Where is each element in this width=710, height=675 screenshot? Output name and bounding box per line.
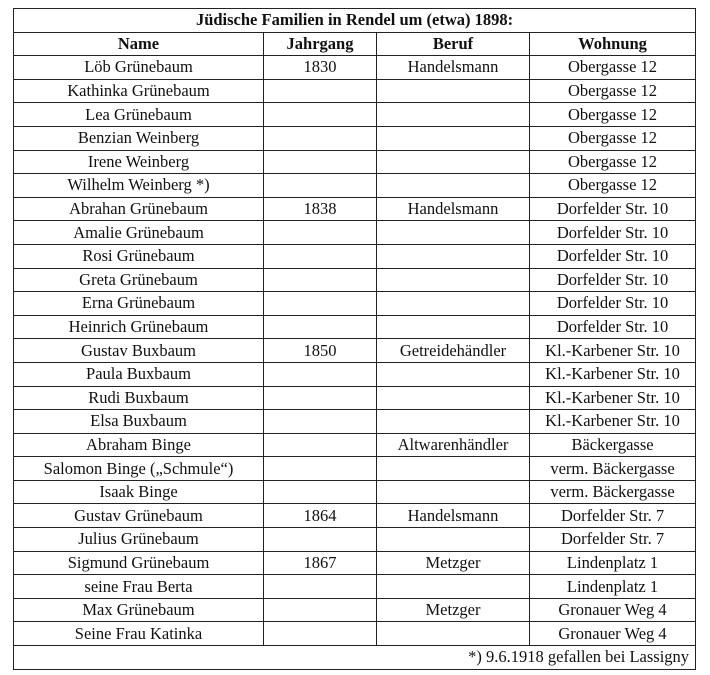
cell-wohnung: Dorfelder Str. 10 <box>530 221 696 245</box>
table-row <box>14 197 696 221</box>
cell-name: Erna Grünebaum <box>14 292 264 316</box>
cell-name: Seine Frau Katinka <box>14 622 264 646</box>
cell-wohnung: Obergasse 12 <box>530 174 696 198</box>
table-row <box>14 339 696 363</box>
cell-beruf <box>377 410 530 434</box>
cell-wohnung: Lindenplatz 1 <box>530 551 696 575</box>
cell-wohnung: Bäckergasse <box>530 433 696 457</box>
table-row <box>14 480 696 504</box>
cell-beruf <box>377 528 530 552</box>
cell-name: Benzian Weinberg <box>14 126 264 150</box>
cell-wohnung: Gronauer Weg 4 <box>530 622 696 646</box>
cell-name: Paula Buxbaum <box>14 362 264 386</box>
cell-beruf: Handelsmann <box>377 56 530 80</box>
cell-wohnung: Obergasse 12 <box>530 126 696 150</box>
cell-jahrgang: 1850 <box>264 339 377 363</box>
header-name: Name <box>14 32 264 56</box>
cell-beruf <box>377 480 530 504</box>
table-row <box>14 292 696 316</box>
cell-name: Amalie Grünebaum <box>14 221 264 245</box>
cell-jahrgang <box>264 410 377 434</box>
table-row <box>14 528 696 552</box>
cell-beruf <box>377 150 530 174</box>
header-wohnung: Wohnung <box>530 32 696 56</box>
cell-jahrgang <box>264 457 377 481</box>
cell-jahrgang <box>264 79 377 103</box>
table-row <box>14 551 696 575</box>
cell-wohnung: Dorfelder Str. 7 <box>530 504 696 528</box>
cell-beruf: Metzger <box>377 551 530 575</box>
cell-beruf <box>377 174 530 198</box>
cell-wohnung: Gronauer Weg 4 <box>530 598 696 622</box>
cell-beruf <box>377 362 530 386</box>
document-table-container <box>13 8 695 670</box>
header-jahrgang: Jahrgang <box>264 32 377 56</box>
table-row <box>14 504 696 528</box>
cell-jahrgang: 1864 <box>264 504 377 528</box>
cell-jahrgang <box>264 622 377 646</box>
cell-name: Rudi Buxbaum <box>14 386 264 410</box>
cell-jahrgang: 1867 <box>264 551 377 575</box>
table-row <box>14 315 696 339</box>
cell-wohnung: verm. Bäckergasse <box>530 457 696 481</box>
cell-beruf <box>377 79 530 103</box>
cell-beruf <box>377 622 530 646</box>
cell-wohnung: Obergasse 12 <box>530 150 696 174</box>
table-body <box>14 56 696 646</box>
cell-name: Salomon Binge („Schmule“) <box>14 457 264 481</box>
cell-name: Kathinka Grünebaum <box>14 79 264 103</box>
cell-jahrgang <box>264 174 377 198</box>
table-row <box>14 598 696 622</box>
cell-wohnung: Obergasse 12 <box>530 79 696 103</box>
cell-name: Löb Grünebaum <box>14 56 264 80</box>
table-row <box>14 150 696 174</box>
cell-wohnung: Lindenplatz 1 <box>530 575 696 599</box>
cell-beruf <box>377 126 530 150</box>
cell-jahrgang <box>264 386 377 410</box>
cell-jahrgang <box>264 268 377 292</box>
cell-beruf <box>377 221 530 245</box>
cell-beruf <box>377 244 530 268</box>
cell-name: Sigmund Grünebaum <box>14 551 264 575</box>
cell-beruf <box>377 575 530 599</box>
cell-name: Rosi Grünebaum <box>14 244 264 268</box>
cell-jahrgang <box>264 575 377 599</box>
cell-wohnung: Dorfelder Str. 10 <box>530 244 696 268</box>
cell-jahrgang <box>264 315 377 339</box>
cell-beruf: Handelsmann <box>377 504 530 528</box>
cell-jahrgang: 1830 <box>264 56 377 80</box>
cell-jahrgang <box>264 433 377 457</box>
cell-wohnung: Kl.-Karbener Str. 10 <box>530 362 696 386</box>
cell-name: Heinrich Grünebaum <box>14 315 264 339</box>
cell-jahrgang <box>264 126 377 150</box>
footnote-row <box>14 646 696 670</box>
table-title: Jüdische Familien in Rendel um (etwa) 1898: <box>14 9 696 33</box>
cell-name: Julius Grünebaum <box>14 528 264 552</box>
header-beruf: Beruf <box>377 32 530 56</box>
cell-wohnung: Kl.-Karbener Str. 10 <box>530 386 696 410</box>
cell-name: Gustav Buxbaum <box>14 339 264 363</box>
cell-jahrgang <box>264 244 377 268</box>
cell-jahrgang <box>264 362 377 386</box>
cell-wohnung: Dorfelder Str. 10 <box>530 197 696 221</box>
cell-wohnung: Kl.-Karbener Str. 10 <box>530 410 696 434</box>
cell-jahrgang <box>264 598 377 622</box>
cell-jahrgang <box>264 292 377 316</box>
cell-wohnung: Kl.-Karbener Str. 10 <box>530 339 696 363</box>
cell-name: Irene Weinberg <box>14 150 264 174</box>
title-row <box>14 9 696 33</box>
cell-jahrgang: 1838 <box>264 197 377 221</box>
cell-name: Gustav Grünebaum <box>14 504 264 528</box>
cell-wohnung: Dorfelder Str. 10 <box>530 292 696 316</box>
cell-beruf <box>377 315 530 339</box>
cell-name: Abrahan Grünebaum <box>14 197 264 221</box>
cell-beruf <box>377 292 530 316</box>
cell-jahrgang <box>264 103 377 127</box>
cell-name: seine Frau Berta <box>14 575 264 599</box>
table-row <box>14 433 696 457</box>
cell-name: Max Grünebaum <box>14 598 264 622</box>
cell-beruf <box>377 103 530 127</box>
cell-name: Lea Grünebaum <box>14 103 264 127</box>
cell-beruf: Metzger <box>377 598 530 622</box>
cell-beruf: Getreidehändler <box>377 339 530 363</box>
table-row <box>14 268 696 292</box>
cell-beruf: Handelsmann <box>377 197 530 221</box>
cell-wohnung: Dorfelder Str. 10 <box>530 315 696 339</box>
table-row <box>14 410 696 434</box>
cell-name: Wilhelm Weinberg *) <box>14 174 264 198</box>
families-table <box>13 8 696 670</box>
table-row <box>14 174 696 198</box>
cell-wohnung: Obergasse 12 <box>530 103 696 127</box>
table-row <box>14 103 696 127</box>
cell-beruf: Altwarenhändler <box>377 433 530 457</box>
table-row <box>14 244 696 268</box>
cell-beruf <box>377 457 530 481</box>
cell-wohnung: verm. Bäckergasse <box>530 480 696 504</box>
cell-beruf <box>377 386 530 410</box>
cell-beruf <box>377 268 530 292</box>
table-row <box>14 56 696 80</box>
table-row <box>14 221 696 245</box>
cell-name: Isaak Binge <box>14 480 264 504</box>
cell-name: Abraham Binge <box>14 433 264 457</box>
cell-jahrgang <box>264 221 377 245</box>
cell-wohnung: Obergasse 12 <box>530 56 696 80</box>
table-row <box>14 622 696 646</box>
cell-name: Elsa Buxbaum <box>14 410 264 434</box>
cell-jahrgang <box>264 480 377 504</box>
footnote: *) 9.6.1918 gefallen bei Lassigny <box>14 646 696 670</box>
table-row <box>14 362 696 386</box>
header-row <box>14 32 696 56</box>
cell-jahrgang <box>264 528 377 552</box>
table-row <box>14 575 696 599</box>
table-row <box>14 79 696 103</box>
cell-wohnung: Dorfelder Str. 7 <box>530 528 696 552</box>
table-row <box>14 126 696 150</box>
cell-name: Greta Grünebaum <box>14 268 264 292</box>
table-row <box>14 386 696 410</box>
cell-wohnung: Dorfelder Str. 10 <box>530 268 696 292</box>
table-row <box>14 457 696 481</box>
cell-jahrgang <box>264 150 377 174</box>
